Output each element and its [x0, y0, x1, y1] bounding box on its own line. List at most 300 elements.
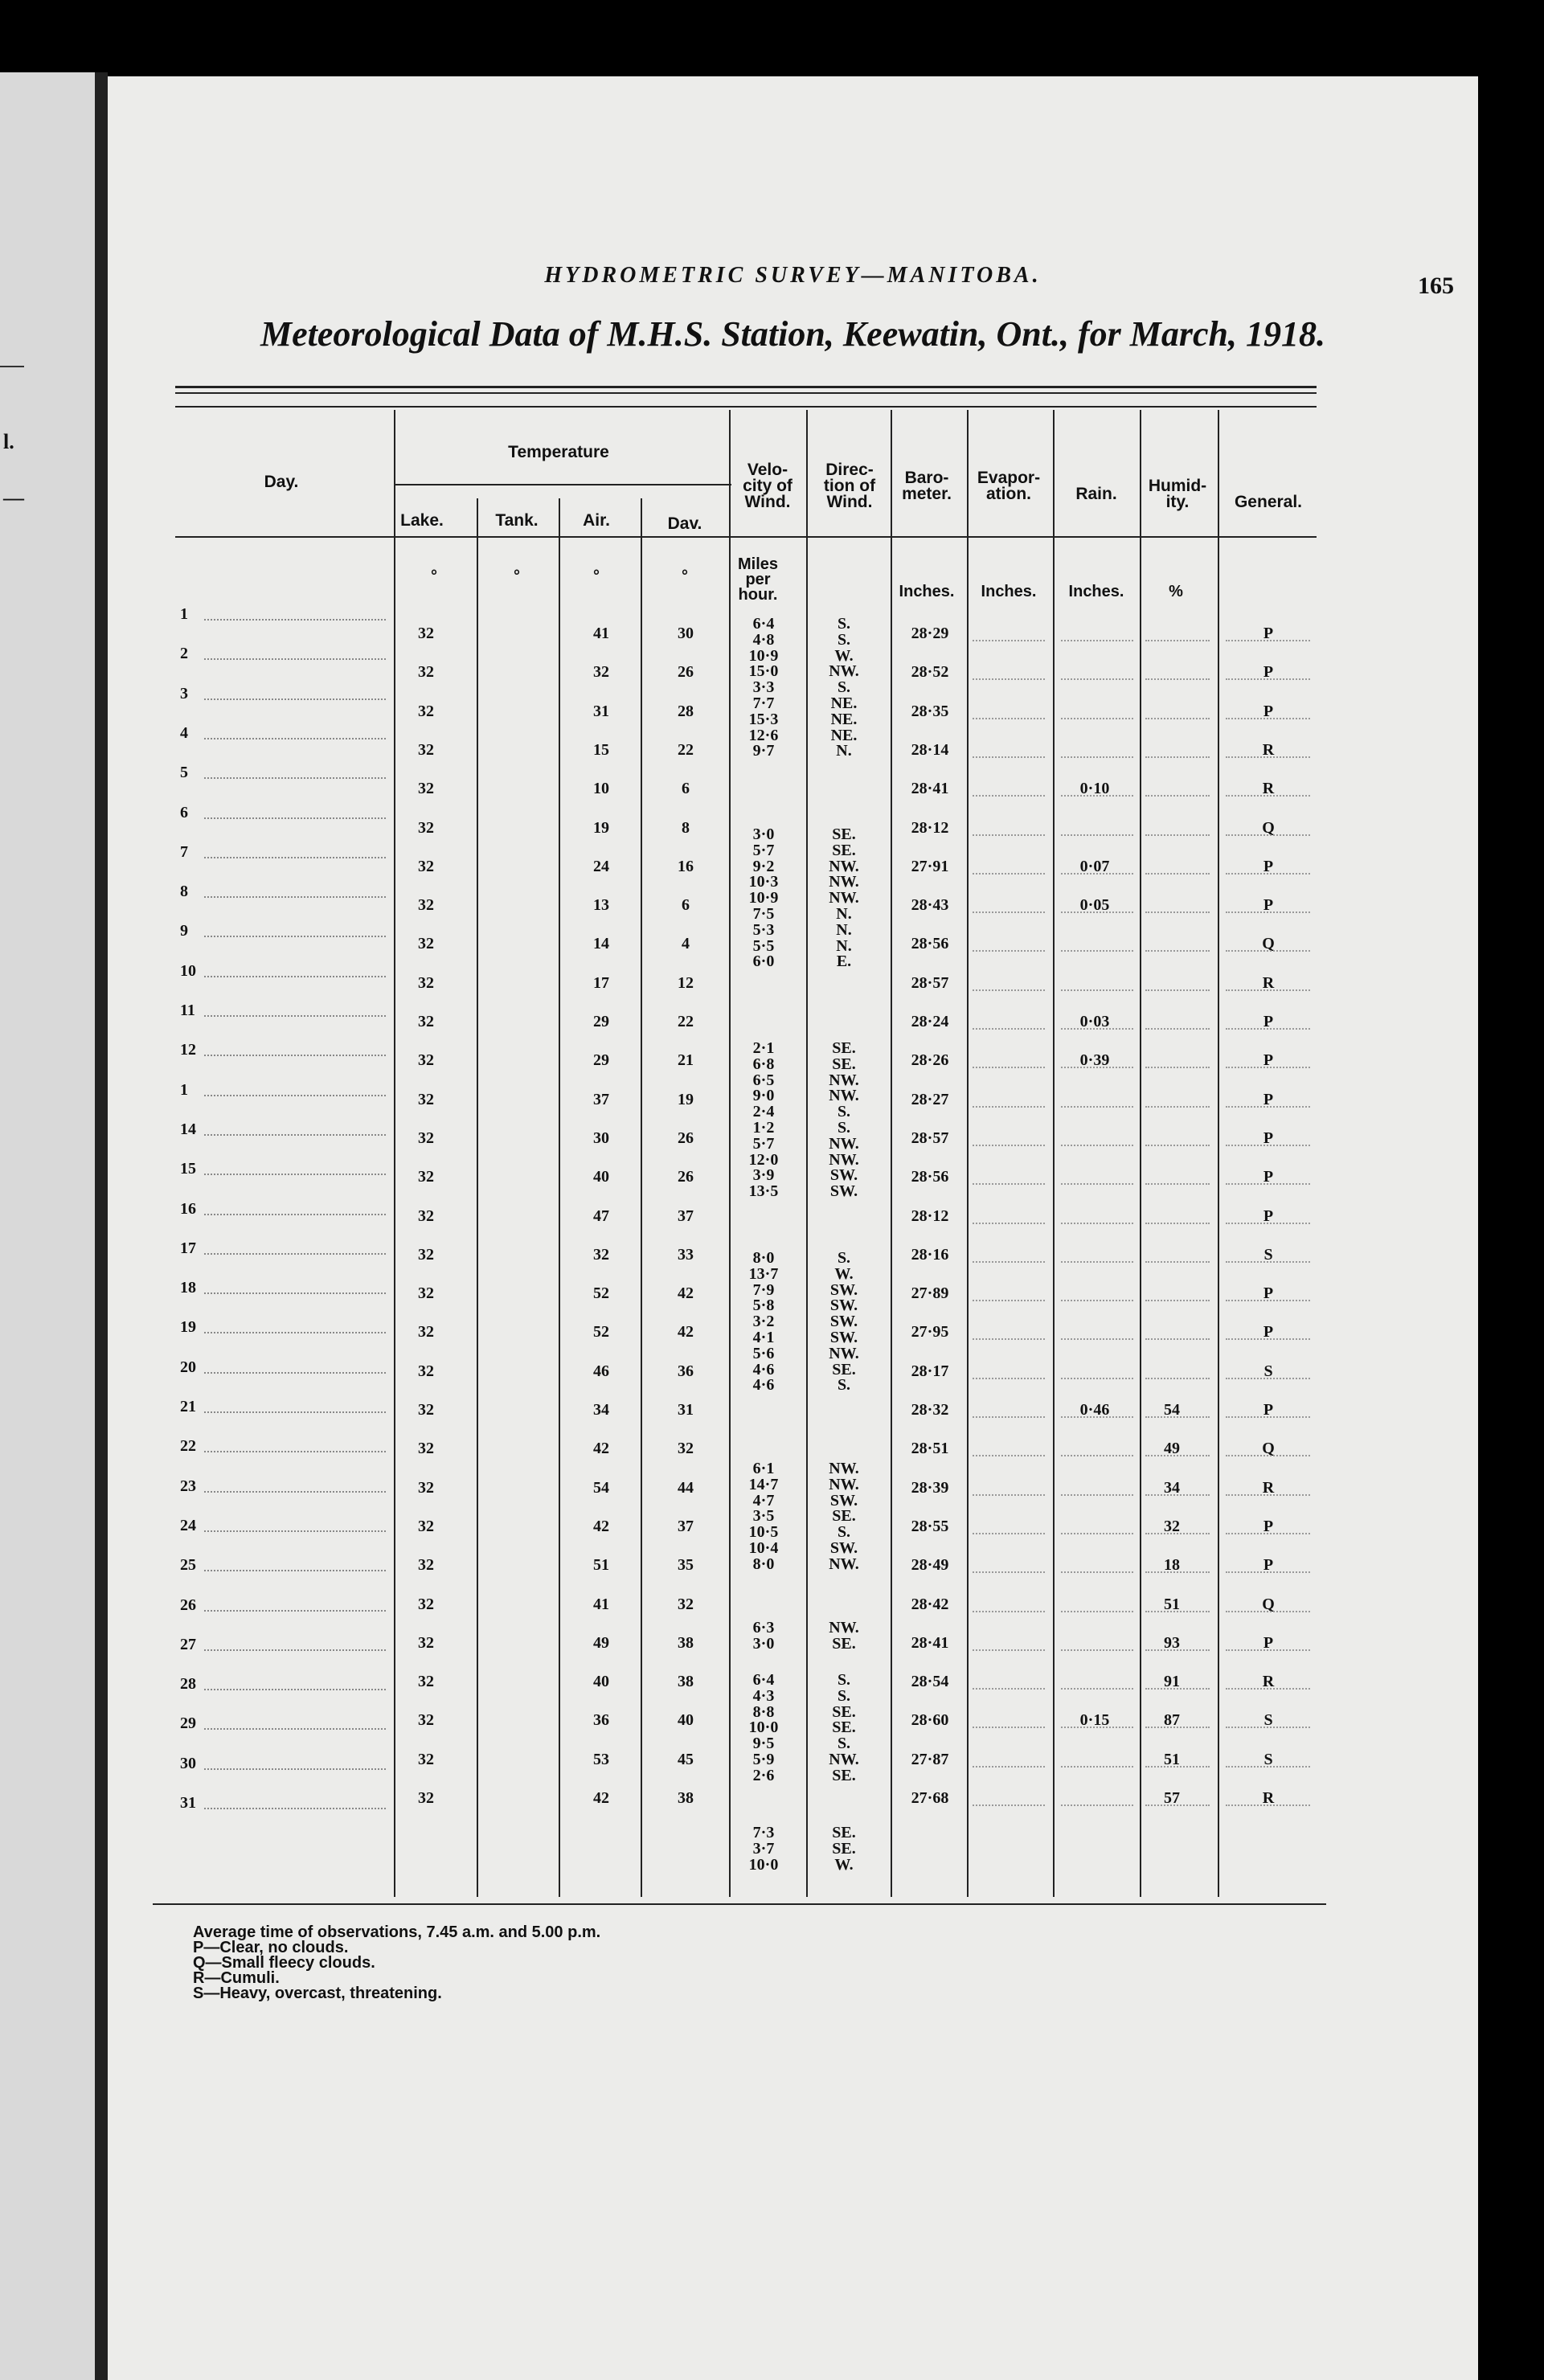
cell-direction: NE. — [830, 710, 858, 728]
cell-barometer: 28·52 — [911, 663, 949, 682]
cell-barometer: 28·12 — [911, 818, 949, 837]
cell-general: R — [1262, 780, 1275, 798]
leader-dots — [1061, 1378, 1133, 1379]
leader-dots — [204, 1015, 386, 1017]
cell-barometer: 28·12 — [911, 1206, 949, 1225]
leader-dots — [1061, 1145, 1133, 1146]
cell-lake: 32 — [418, 857, 434, 875]
leader-dots — [1145, 1261, 1210, 1263]
leader-dots — [204, 777, 386, 779]
day-label: 3 — [180, 684, 188, 703]
cell-direction: SE. — [832, 1839, 856, 1858]
header-barometer: Baro- meter. — [902, 469, 952, 503]
cell-general: P — [1263, 1168, 1274, 1186]
leader-dots — [1145, 873, 1210, 875]
leader-dots — [204, 1808, 386, 1809]
leader-dots — [973, 1183, 1045, 1185]
cell-direction: NW. — [829, 1751, 859, 1768]
cell-barometer: 28·24 — [911, 1013, 949, 1030]
leader-dots — [973, 1028, 1045, 1030]
cell-general: P — [1263, 1090, 1274, 1108]
cell-air: 54 — [593, 1478, 609, 1497]
leader-dots — [973, 640, 1045, 641]
day-label: 22 — [180, 1437, 196, 1456]
leader-dots — [1145, 1688, 1210, 1690]
leader-dots — [1061, 1338, 1133, 1340]
cell-general: S — [1263, 1245, 1273, 1264]
cell-air: 41 — [593, 1595, 609, 1613]
cell-humidity: 51 — [1164, 1750, 1180, 1768]
leader-dots — [973, 1338, 1045, 1340]
leader-dots — [1061, 1067, 1133, 1068]
cell-general: Q — [1262, 1595, 1275, 1613]
cell-barometer: 28·27 — [911, 1090, 949, 1108]
day-label: 7 — [180, 842, 188, 861]
cell-lake: 32 — [418, 973, 434, 992]
column-rule — [806, 410, 808, 1897]
cell-direction: SE. — [832, 1360, 856, 1378]
cell-lake: 32 — [418, 935, 434, 953]
leader-dots — [204, 658, 386, 660]
cell-velocity: 5·7 — [752, 1134, 775, 1153]
cell-general: P — [1263, 1556, 1274, 1575]
cell-lake: 32 — [418, 1478, 434, 1497]
cell-general: P — [1263, 1633, 1274, 1652]
footnote: Average time of observations, 7.45 a.m. and 5.00 p.m. — [193, 1923, 601, 1941]
cell-air: 52 — [593, 1284, 609, 1303]
leader-dots — [973, 1533, 1045, 1534]
leader-dots — [1061, 1028, 1133, 1030]
cell-direction: N. — [836, 936, 852, 955]
header-humidity: Humid- ity. — [1148, 477, 1207, 511]
leader-dots — [204, 1292, 386, 1294]
cell-velocity: 2·1 — [752, 1039, 775, 1057]
cell-general: S — [1263, 1711, 1273, 1730]
cell-air: 30 — [593, 1129, 609, 1147]
leader-dots — [204, 1530, 386, 1532]
leader-dots — [1226, 1378, 1310, 1379]
cell-dav: 36 — [678, 1362, 694, 1380]
cell-velocity: 13·5 — [748, 1182, 779, 1201]
leader-dots — [1226, 911, 1310, 913]
day-label: 1 — [180, 605, 188, 623]
cell-air: 37 — [593, 1090, 609, 1108]
cell-velocity: 6·5 — [752, 1071, 775, 1089]
cell-dav: 6 — [682, 780, 690, 798]
leader-dots — [1226, 1494, 1310, 1496]
cell-dav: 31 — [678, 1401, 694, 1419]
leader-dots — [973, 1416, 1045, 1418]
leader-dots — [1226, 1183, 1310, 1185]
cell-general: Q — [1262, 1440, 1275, 1458]
cell-direction: S. — [837, 1523, 851, 1542]
cell-lake: 32 — [418, 740, 434, 759]
cell-direction: SE. — [832, 825, 856, 843]
cell-barometer: 28·56 — [911, 1168, 949, 1186]
cell-general: P — [1263, 896, 1274, 915]
day-label: 14 — [180, 1120, 196, 1138]
leader-dots — [1226, 718, 1310, 719]
cell-direction: SE. — [832, 1039, 856, 1057]
leader-dots — [1145, 911, 1210, 913]
leader-dots — [204, 1491, 386, 1493]
leader-dots — [973, 1494, 1045, 1496]
leader-dots — [1226, 1804, 1310, 1806]
cell-lake: 32 — [418, 1129, 434, 1147]
leader-dots — [1226, 1649, 1310, 1651]
cell-rain: 0·15 — [1079, 1711, 1110, 1730]
cell-general: Q — [1262, 818, 1275, 837]
cell-general: R — [1262, 740, 1275, 759]
cell-direction: NE. — [830, 694, 858, 712]
cell-velocity: 7·7 — [752, 694, 775, 712]
cell-air: 51 — [593, 1556, 609, 1575]
leader-dots — [1226, 1611, 1310, 1612]
cell-humidity: 51 — [1164, 1595, 1180, 1613]
cell-lake: 32 — [418, 1517, 434, 1535]
cell-velocity: 3·5 — [752, 1507, 775, 1526]
leader-dots — [973, 1106, 1045, 1108]
cell-direction: NW. — [829, 1087, 859, 1105]
cell-air: 40 — [593, 1673, 609, 1691]
cell-dav: 45 — [678, 1750, 694, 1768]
cell-dav: 32 — [678, 1440, 694, 1458]
day-label: 24 — [180, 1516, 196, 1534]
leader-dots — [204, 896, 386, 898]
cell-velocity: 6·3 — [752, 1619, 775, 1637]
cell-barometer: 27·89 — [911, 1284, 949, 1303]
leader-dots — [1145, 1455, 1210, 1456]
footnote: S—Heavy, overcast, threatening. — [193, 1985, 442, 2002]
cell-barometer: 28·41 — [911, 1633, 949, 1652]
unit-air: ° — [593, 567, 600, 585]
cell-velocity: 9·2 — [752, 857, 775, 875]
leader-dots — [1061, 1494, 1133, 1496]
leader-dots — [204, 1570, 386, 1571]
leader-dots — [973, 911, 1045, 913]
cell-lake: 32 — [418, 1323, 434, 1342]
cell-velocity: 4·6 — [752, 1360, 775, 1378]
leader-dots — [204, 1768, 386, 1770]
cell-velocity: 15·3 — [748, 710, 779, 728]
leader-dots — [204, 857, 386, 858]
leader-dots — [973, 1067, 1045, 1068]
cell-dav: 19 — [678, 1090, 694, 1108]
cell-direction: S. — [837, 1249, 851, 1267]
cell-direction: S. — [837, 1119, 851, 1137]
leader-dots — [1226, 873, 1310, 875]
cell-direction: NW. — [829, 1150, 859, 1169]
leader-dots — [1061, 1688, 1133, 1690]
leader-dots — [1226, 640, 1310, 641]
cell-velocity: 10·0 — [748, 1855, 779, 1874]
leader-dots — [1061, 1533, 1133, 1534]
day-label: 19 — [180, 1318, 196, 1337]
cell-velocity: 4·7 — [752, 1491, 775, 1510]
table-top-rule — [175, 392, 1317, 394]
header-bottom-rule — [175, 536, 1317, 538]
leader-dots — [973, 756, 1045, 758]
cell-dav: 26 — [678, 663, 694, 682]
leader-dots — [204, 817, 386, 819]
cell-humidity: 32 — [1164, 1517, 1180, 1535]
leader-dots — [973, 950, 1045, 952]
cell-velocity: 4·6 — [752, 1376, 775, 1395]
cell-barometer: 28·26 — [911, 1051, 949, 1070]
cell-lake: 32 — [418, 663, 434, 682]
cell-direction: NW. — [829, 1344, 859, 1362]
cell-direction: S. — [837, 1735, 851, 1753]
header-evaporation: Evapor- ation. — [977, 469, 1041, 503]
day-label: 28 — [180, 1675, 196, 1694]
leader-dots — [1145, 640, 1210, 641]
cell-lake: 32 — [418, 1090, 434, 1108]
leader-dots — [1061, 1416, 1133, 1418]
cell-air: 42 — [593, 1789, 609, 1807]
column-rule — [1218, 410, 1219, 1897]
cell-direction: SW. — [829, 1280, 858, 1299]
cell-air: 42 — [593, 1440, 609, 1458]
cell-velocity: 3·0 — [752, 825, 775, 843]
cell-dav: 37 — [678, 1517, 694, 1535]
leader-dots — [1061, 1804, 1133, 1806]
cell-rain: 0·46 — [1079, 1401, 1110, 1419]
leader-dots — [204, 1610, 386, 1612]
leader-dots — [204, 1253, 386, 1255]
cell-barometer: 27·91 — [911, 857, 949, 875]
cell-velocity: 6·1 — [752, 1460, 775, 1477]
cell-rain: 0·10 — [1079, 780, 1110, 798]
cell-lake: 32 — [418, 1013, 434, 1030]
cell-direction: SW. — [829, 1539, 858, 1557]
leader-dots — [1061, 873, 1133, 875]
leader-dots — [1061, 1223, 1133, 1224]
leader-dots — [204, 1689, 386, 1690]
leader-dots — [1226, 1028, 1310, 1030]
leader-dots — [1061, 1727, 1133, 1728]
leader-dots — [1145, 1416, 1210, 1418]
leader-dots — [204, 976, 386, 977]
leader-dots — [204, 738, 386, 739]
cell-velocity: 5·8 — [752, 1297, 775, 1315]
footnote: P—Clear, no clouds. — [193, 1939, 349, 1956]
leader-dots — [1061, 989, 1133, 991]
leader-dots — [1061, 1611, 1133, 1612]
cell-dav: 26 — [678, 1129, 694, 1147]
leader-dots — [1145, 1611, 1210, 1612]
cell-general: P — [1263, 1129, 1274, 1147]
cell-lake: 32 — [418, 1673, 434, 1691]
leader-dots — [1226, 1533, 1310, 1534]
cell-velocity: 10·9 — [748, 646, 779, 665]
header-direction: Direc- tion of Wind. — [823, 461, 876, 511]
cell-velocity: 3·0 — [752, 1634, 775, 1653]
cell-velocity: 2·4 — [752, 1103, 775, 1121]
cell-velocity: 7·5 — [752, 905, 775, 923]
day-label: 5 — [180, 764, 188, 782]
column-rule — [729, 410, 731, 1897]
cell-velocity: 15·0 — [748, 662, 779, 681]
cell-air: 29 — [593, 1051, 609, 1070]
cell-humidity: 87 — [1164, 1711, 1180, 1730]
cell-general: R — [1262, 1478, 1275, 1497]
cell-lake: 32 — [418, 1051, 434, 1070]
leader-dots — [973, 1688, 1045, 1690]
document-page — [108, 76, 1478, 2380]
cell-velocity: 4·1 — [752, 1329, 775, 1346]
leader-dots — [1226, 1106, 1310, 1108]
leader-dots — [973, 1766, 1045, 1768]
cell-lake: 32 — [418, 896, 434, 915]
header-rain: Rain. — [1075, 485, 1117, 503]
leader-dots — [1226, 1766, 1310, 1768]
cell-velocity: 4·3 — [752, 1686, 775, 1705]
cell-direction: S. — [837, 615, 851, 633]
leader-dots — [1226, 756, 1310, 758]
leader-dots — [1226, 1067, 1310, 1068]
leader-dots — [1061, 1571, 1133, 1573]
leader-dots — [1145, 795, 1210, 797]
cell-direction: E. — [836, 952, 852, 971]
day-label: 25 — [180, 1556, 196, 1575]
leader-dots — [1061, 718, 1133, 719]
cell-lake: 32 — [418, 780, 434, 798]
cell-general: P — [1263, 1284, 1274, 1303]
cell-humidity: 93 — [1164, 1633, 1180, 1652]
cell-direction: S. — [837, 678, 851, 697]
cell-lake: 32 — [418, 1595, 434, 1613]
cell-direction: NW. — [829, 1619, 859, 1637]
cell-lake: 32 — [418, 1711, 434, 1730]
leader-dots — [973, 1145, 1045, 1146]
cell-air: 32 — [593, 663, 609, 682]
leader-dots — [973, 1727, 1045, 1728]
cell-velocity: 6·0 — [752, 952, 775, 971]
cell-general: R — [1262, 1789, 1275, 1807]
left-page-rule — [0, 366, 24, 367]
cell-direction: NW. — [829, 1071, 859, 1089]
leader-dots — [204, 1451, 386, 1452]
page-number: 165 — [1418, 272, 1454, 299]
cell-general: P — [1263, 1517, 1274, 1535]
cell-velocity: 9·5 — [752, 1735, 775, 1753]
cell-velocity: 4·8 — [752, 630, 775, 649]
leader-dots — [973, 1571, 1045, 1573]
leader-dots — [204, 619, 386, 621]
cell-direction: S. — [837, 1671, 851, 1689]
day-label: 18 — [180, 1279, 196, 1297]
cell-direction: NW. — [829, 889, 859, 907]
leader-dots — [1226, 1727, 1310, 1728]
cell-dav: 38 — [678, 1673, 694, 1691]
leader-dots — [204, 1411, 386, 1413]
cell-direction: SE. — [832, 1507, 856, 1526]
leader-dots — [1226, 834, 1310, 836]
cell-air: 41 — [593, 625, 609, 642]
leader-dots — [973, 1261, 1045, 1263]
column-rule — [477, 498, 478, 1897]
cell-dav: 44 — [678, 1478, 694, 1497]
cell-lake: 32 — [418, 1284, 434, 1303]
leader-dots — [1145, 1338, 1210, 1340]
cell-velocity: 6·4 — [752, 615, 775, 633]
leader-dots — [1226, 1145, 1310, 1146]
leader-dots — [1226, 1338, 1310, 1340]
cell-air: 10 — [593, 780, 609, 798]
cell-barometer: 28·51 — [911, 1440, 949, 1458]
day-label: 12 — [180, 1041, 196, 1059]
day-label: 1 — [180, 1080, 188, 1099]
cell-dav: 32 — [678, 1595, 694, 1613]
cell-direction: N. — [836, 905, 852, 923]
unit-lake: ° — [431, 567, 437, 585]
leader-dots — [1145, 1067, 1210, 1068]
day-label: 4 — [180, 723, 188, 742]
cell-air: 52 — [593, 1323, 609, 1342]
leader-dots — [1061, 1766, 1133, 1768]
leader-dots — [1061, 1106, 1133, 1108]
cell-air: 17 — [593, 973, 609, 992]
page-title: Meteorological Data of M.H.S. Station, Keewatin, Ont., for March, 1918. — [260, 314, 1325, 354]
cell-barometer: 28·57 — [911, 1129, 949, 1147]
day-label: 15 — [180, 1160, 196, 1178]
cell-rain: 0·07 — [1079, 857, 1110, 875]
cell-general: P — [1263, 1013, 1274, 1030]
footnote: Q—Small fleecy clouds. — [193, 1954, 375, 1972]
leader-dots — [1145, 1649, 1210, 1651]
unit-rain: Inches. — [1068, 583, 1124, 600]
cell-velocity: 3·7 — [752, 1839, 775, 1858]
cell-barometer: 28·41 — [911, 780, 949, 798]
cell-dav: 21 — [678, 1051, 694, 1070]
cell-velocity: 10·4 — [748, 1539, 779, 1557]
cell-direction: SW. — [829, 1313, 858, 1331]
cell-general: P — [1263, 857, 1274, 875]
day-label: 27 — [180, 1635, 196, 1653]
cell-dav: 28 — [678, 702, 694, 720]
cell-direction: NW. — [829, 1134, 859, 1153]
leader-dots — [1226, 678, 1310, 680]
table-bottom-rule — [153, 1903, 1326, 1905]
left-page-fragment: — — [3, 486, 24, 510]
cell-dav: 42 — [678, 1323, 694, 1342]
cell-velocity: 3·3 — [752, 678, 775, 697]
leader-dots — [1145, 834, 1210, 836]
leader-dots — [973, 718, 1045, 719]
cell-velocity: 5·3 — [752, 920, 775, 939]
header-lake: Lake. — [400, 511, 444, 530]
leader-dots — [204, 1055, 386, 1056]
cell-direction: SE. — [832, 1824, 856, 1841]
cell-velocity: 3·9 — [752, 1166, 775, 1185]
leader-dots — [1145, 1804, 1210, 1806]
header-velocity: Velo- city of Wind. — [743, 461, 792, 511]
cell-direction: S. — [837, 1103, 851, 1121]
cell-velocity: 5·6 — [752, 1344, 775, 1362]
cell-barometer: 28·14 — [911, 740, 949, 759]
cell-rain: 0·03 — [1079, 1013, 1110, 1030]
day-label: 30 — [180, 1754, 196, 1772]
leader-dots — [973, 834, 1045, 836]
cell-general: P — [1263, 1323, 1274, 1342]
leader-dots — [1145, 1727, 1210, 1728]
leader-dots — [973, 1223, 1045, 1224]
cell-dav: 6 — [682, 896, 690, 915]
day-label: 11 — [180, 1002, 195, 1019]
leader-dots — [1226, 950, 1310, 952]
cell-lake: 32 — [418, 1556, 434, 1575]
cell-velocity: 12·0 — [748, 1150, 779, 1169]
